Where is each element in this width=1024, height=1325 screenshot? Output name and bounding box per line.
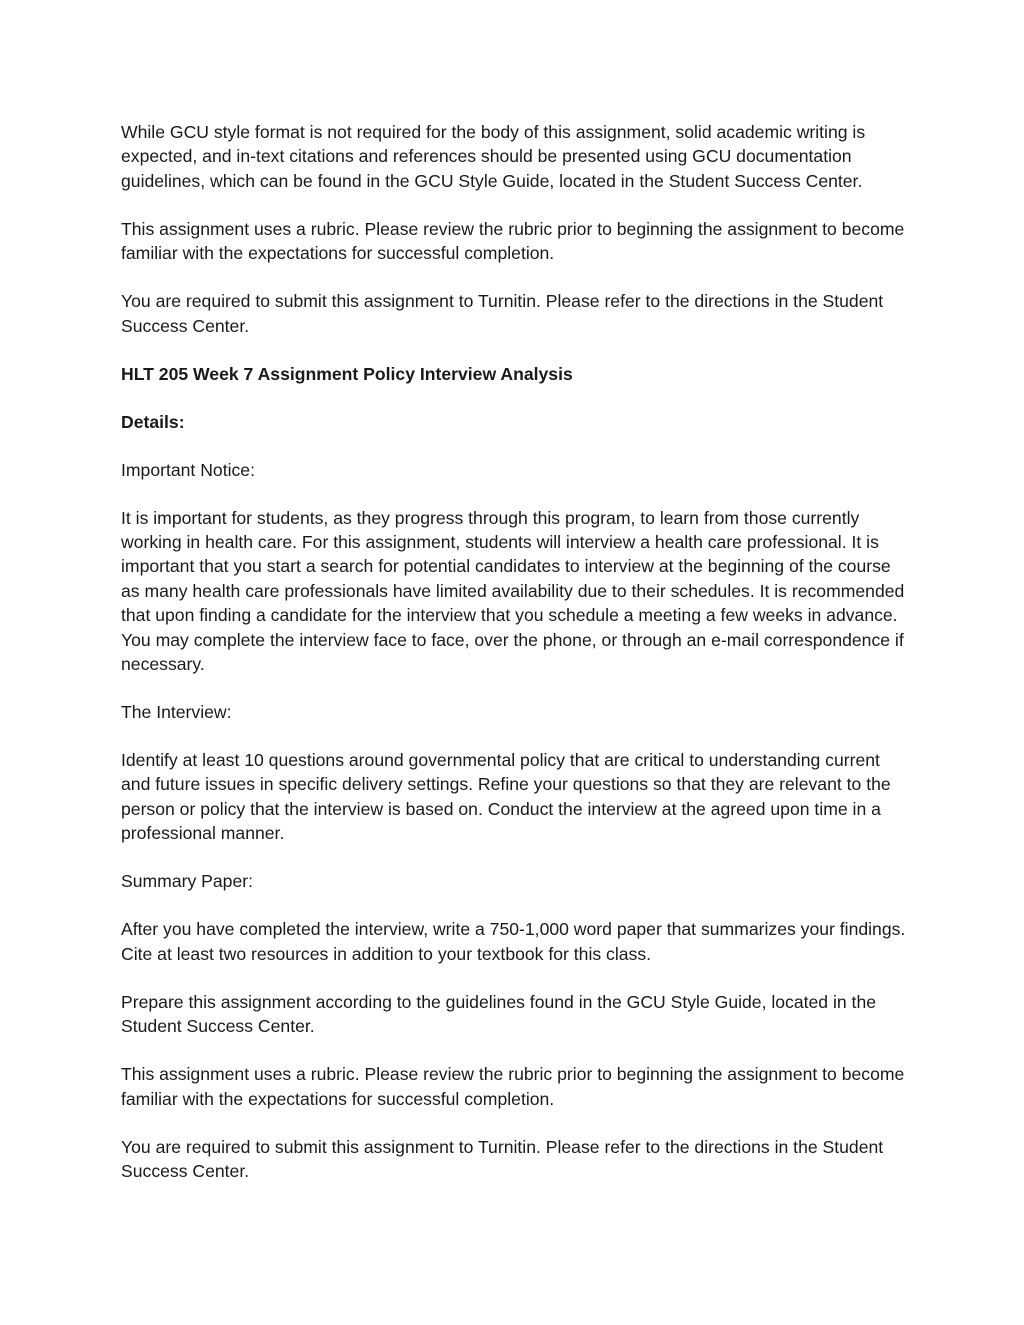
paragraph-interview: Identify at least 10 questions around governmental policy that are critical to understanding current and future issues in specific delivery settings. Refine your questions so that they are relevant to the person or policy that the interview is based on. Conduct the interview at the agreed upon time in a professional manner. (121, 750, 891, 844)
important-notice-heading: Important Notice: (121, 459, 255, 480)
paragraph-turnitin-note-2: You are required to submit this assignment to Turnitin. Please refer to the directions in the Student Success Center. (121, 1136, 884, 1181)
interview-heading: The Interview: (121, 702, 232, 723)
assignment-title: HLT 205 Week 7 Assignment Policy Interview Analysis (121, 363, 573, 384)
paragraph-prepare: Prepare this assignment according to the guidelines found in the GCU Style Guide, located in the Student Success Center. (121, 991, 877, 1037)
document-page (121, 120, 906, 1207)
details-heading: Details: (121, 411, 185, 432)
paragraph-style-note: While GCU style format is not required for the body of this assignment, solid academic writing is expected, and in-text citations and references should be presented using GCU documentation guidelines, which can be found in the GCU Style Guide, located in the Student Success Center. (121, 122, 866, 191)
paragraph-summary-paper: After you have completed the interview, write a 750-1,000 word paper that summarizes your findings. Cite at least two resources in addition to your textbook for this class. (121, 919, 906, 964)
summary-paper-heading: Summary Paper: (121, 871, 253, 892)
paragraph-rubric-note: This assignment uses a rubric. Please review the rubric prior to beginning the assignment to become familiar with the expectations for successful completion. (121, 218, 905, 264)
paragraph-rubric-note-2: This assignment uses a rubric. Please review the rubric prior to beginning the assignment to become familiar with the expectations for successful completion. (121, 1064, 905, 1109)
paragraph-important-notice: It is important for students, as they progress through this program, to learn from those currently working in health care. For this assignment, students will interview a health care professional. It is important that you start a search for potential candidates to interview at the beginning of the course as many health care professionals have limited availability due to their schedules. It is recommended that upon finding a candidate for the interview that you schedule a meeting a few weeks in advance. You may complete the interview face to face, over the phone, or through an e-mail correspondence if necessary. (121, 507, 905, 675)
paragraph-turnitin-note: You are required to submit this assignment to Turnitin. Please refer to the directions in the Student Success Center. (121, 291, 884, 336)
